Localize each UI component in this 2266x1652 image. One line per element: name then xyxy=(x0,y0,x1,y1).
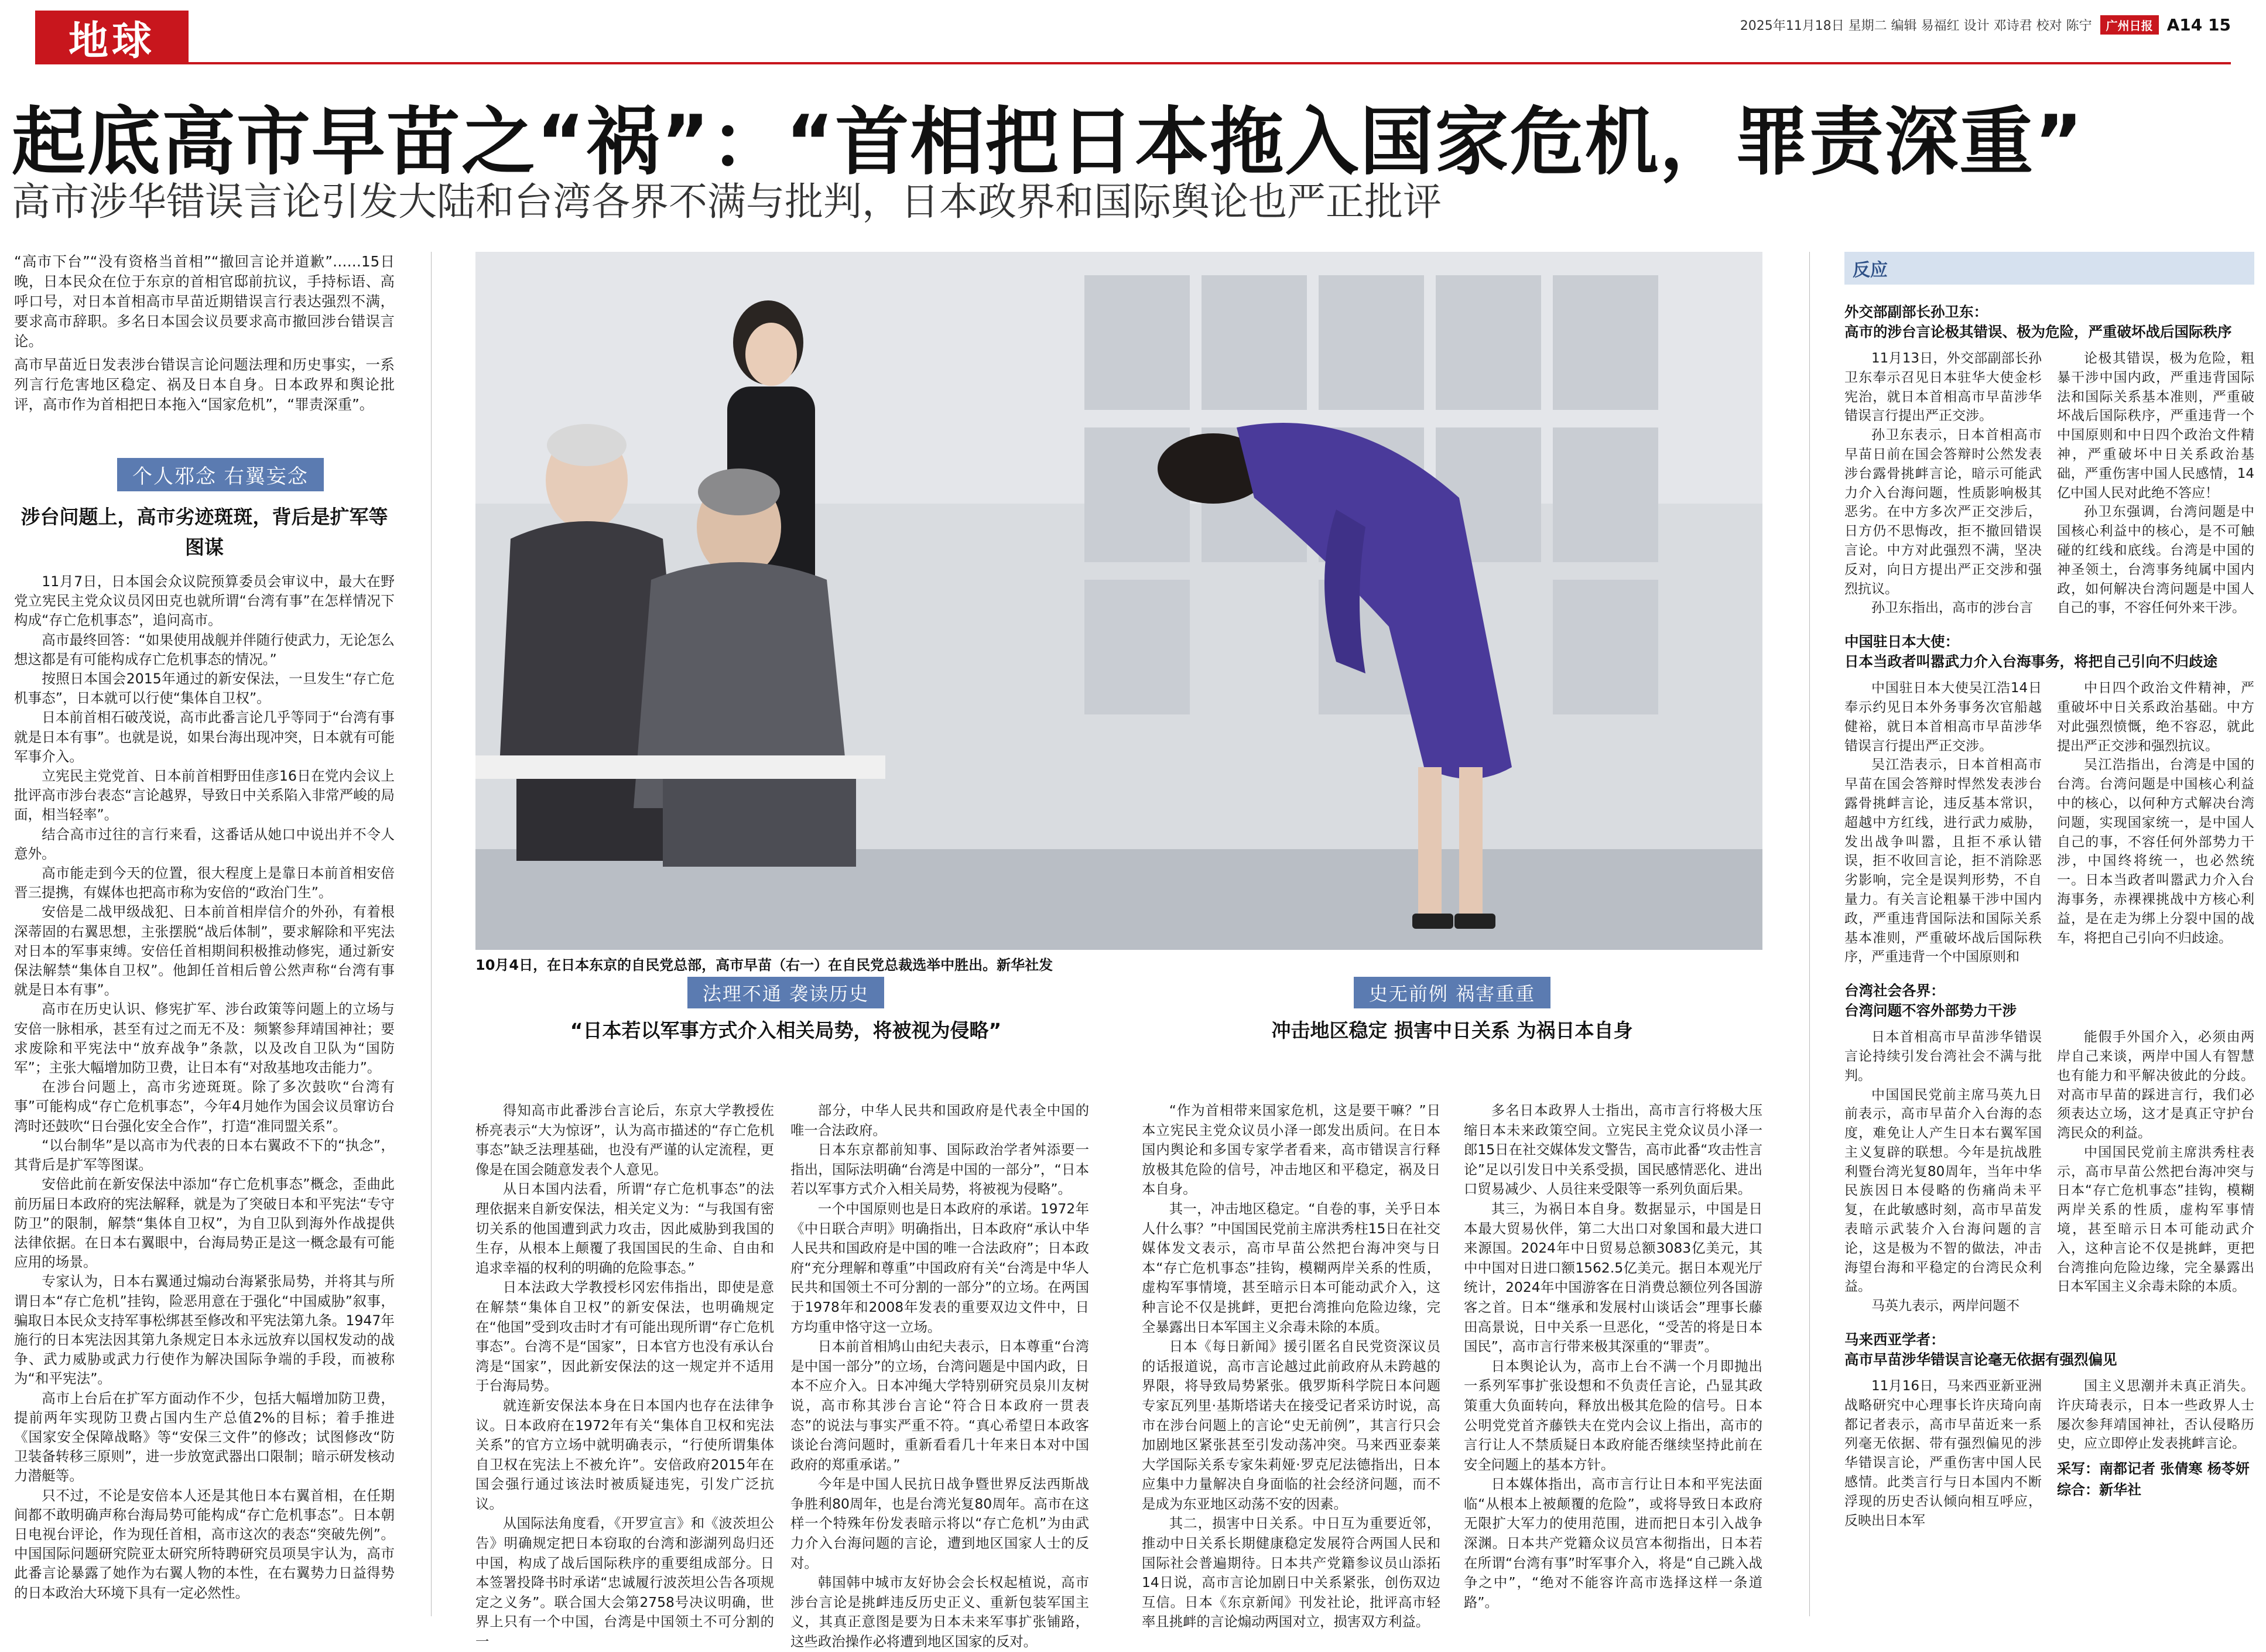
body-paragraph: 吴江浩指出，台湾是中国的台湾。台湾问题是中国核心利益中的核心，以何种方式解决台湾问题，实现国家统一，是中国人自己的事，不容任何外部势力干涉，中国终将统一，也必然统一。日本当政者叫嚣武力介入台海事务，赤裸裸挑战中方核心利益，是在走为绑上分裂中国的战车，将把自己引向不归歧途。 xyxy=(2057,757,2254,946)
reactions-column xyxy=(1844,252,2254,1530)
body-paragraph: 只不过，不论是安倍本人还是其他日本右翼首相，在任期间都不敢明确声称台海局势可能构成“存亡危机事态”。日本朝日电视台评论，作为现任首相，高市这次的表态“突破先例”。中国国际问题研究院亚太研究所特聘研究员项昊宇认为，高市此番言论暴露了她作为右翼人物的本性，在右翼势力日益得势的日本政治大环境下具有一定必然性。 xyxy=(14,1487,395,1601)
reaction-col xyxy=(2057,349,2254,618)
reaction-body xyxy=(1844,1028,2254,1316)
body-paragraph: 就连新安保法本身在日本国内也存在法律争议。日本政府在1972年有关“集体自卫权和宪法关系”的官方立场中就明确表示，“行使所谓集体自卫权在宪法上不被允许”。安倍政府2015年在国会强行通过该法时被质疑违宪，引发广泛抗议。 xyxy=(475,1397,774,1512)
lead-paragraphs xyxy=(14,252,395,415)
section-rule xyxy=(189,62,2231,64)
reaction-headline: 日本当政者叫嚣武力介入台海事务，将把自己引向不归歧途 xyxy=(1844,653,2217,671)
body-paragraph: 中国国民党前主席马英九日前表示，高市早苗介入台海的态度，难免让人产生日本右翼军国主义复辟的联想。今年是抗战胜利暨台湾光复80周年，当年中华民族因日本侵略的伤痛尚未平复，在此敏感时刻，高市早苗发表暗示武装介入台海问题的言论，这是极为不智的做法，冲击海望台海和平稳定的台湾民众利益。 xyxy=(1844,1087,2042,1295)
body-paragraph: 日本《每日新闻》援引匿名自民党资深议员的话报道说，高市言论越过此前政府从未跨越的界限，将导致局势紧张。俄罗斯科学院日本问题专家瓦列里·基斯塔诺夫在接受记者采访时说，高市在涉台问题上的言论“史无前例”，其言行只会加剧地区紧张甚至引发动荡冲突。马来西亚泰莱大学国际关系专家朱莉娅·罗克尼法德指出，日本应集中力量解决自身面临的社会经济问题，而不是成为东亚地区动荡不安的因素。 xyxy=(1142,1338,1440,1512)
reaction-headline: 台湾问题不容外部势力干涉 xyxy=(1844,1002,2017,1020)
reaction-title xyxy=(1844,1330,2254,1370)
page-number: A14 15 xyxy=(2166,15,2231,35)
body-paragraph: 得知高市此番涉台言论后，东京大学教授佐桥亮表示“大为惊讶”，认为高市描述的“存亡危机事态”缺乏法理基础，也没有严谨的认定流程，更像是在国会随意发表个人意见。 xyxy=(475,1102,774,1178)
reaction-body xyxy=(1844,1377,2254,1530)
sub-headline: 高市涉华错误言论引发大陆和台湾各界不满与批判，日本政界和国际舆论也严正批评 xyxy=(12,179,1442,224)
center-subtitle: “日本若以军事方式介入相关局势，将被视为侵略” xyxy=(570,1019,1002,1042)
body-paragraph: 日本首相高市早苗涉华错误言论持续引发台湾社会不满与批判。 xyxy=(1844,1029,2042,1083)
body-paragraph: 按照日本国会2015年通过的新安保法，一旦发生“存亡危机事态”，日本就可以行使“集体自卫权”。 xyxy=(14,671,395,707)
left-body xyxy=(14,572,395,1603)
body-paragraph: 多名日本政界人士指出，高市言行将极大压缩日本未来政策空间。立宪民主党众议员小泽一郎15日在社交媒体发文警告，高市此番“攻击性言论”足以引发日中关系受损，国民感情恶化、进出口贸易减少、人员往来受限等一系列负面后果。 xyxy=(1464,1102,1762,1198)
body-paragraph: 中国国民党前主席洪秀柱表示，高市早苗公然把台海冲突与日本“存亡危机事态”挂钩，模糊两岸关系的性质，虚构军事情境，甚至暗示日本可能动武介入，这种言论不仅是挑衅，更把台湾推向危险边缘，完全暴露出日本军国主义余毒未除的本质。 xyxy=(2057,1144,2254,1295)
body-paragraph: 一个中国原则也是日本政府的承诺。1972年《中日联合声明》明确指出，日本政府“承认中华人民共和国政府是中国的唯一合法政府”；日本政府“充分理解和尊重”中国政府有关“台湾是中华人民共和国领土不可分割的一部分”的立场。在两国于1978年和2008年发表的重要双边文件中，日方均重申恪守这一立场。 xyxy=(790,1200,1089,1335)
right-center-col-2 xyxy=(1464,1101,1762,1612)
main-headline: 起底高市早苗之“祸”：“首相把日本拖入国家危机，罪责深重” xyxy=(12,99,2084,185)
reaction-col xyxy=(1844,1028,2042,1316)
body-paragraph: 韩国韩中城市友好协会会长权起植说，高市涉台言论是挑衅违反历史正义、重新包装军国主义，其真正意图是要为日本未来军事扩张铺路，这些政治操作必将遭到地区国家的反对。 xyxy=(790,1574,1089,1650)
body-paragraph: 国主义思潮并未真正消失。许庆琦表示，日本一些政界人士屡次参拜靖国神社，否认侵略历史，应立即停止发表挑衅言论。 xyxy=(2057,1379,2254,1452)
reaction-item xyxy=(1844,981,2254,1316)
lead-paragraph: 高市早苗近日发表涉台错误言论问题法理和历史事实，一系列言行危害地区稳定、祸及日本自身。日本政界和舆论批评，高市作为首相把日本拖入“国家危机”，“罪责深重”。 xyxy=(14,356,395,413)
reaction-item xyxy=(1844,1330,2254,1530)
body-paragraph: 日本前首相鸠山由纪夫表示，日本尊重“台湾是中国一部分”的立场，台湾问题是中国内政，日本不应介入。日本冲绳大学特别研究员泉川友树说，高市称其涉台言论“符合日本政府一贯表态”的说法与事实严重不符。“真心希望日本政客谈论台湾问题时，重新看看几十年来日本对中国政府的郑重承诺。” xyxy=(790,1338,1089,1473)
column-divider xyxy=(1809,252,1810,1616)
body-paragraph: 日本法政大学教授杉冈宏伟指出，即使是意在解禁“集体自卫权”的新安保法，也明确规定在“他国”受到攻击时才有可能出现所谓“存亡危机事态”。台湾不是“国家”，日本官方也没有承认台湾是“国家”，因此新安保法的这一规定并不适用于台海局势。 xyxy=(475,1279,774,1394)
reaction-title xyxy=(1844,302,2254,342)
reaction-body xyxy=(1844,679,2254,967)
reaction-speaker: 中国驻日本大使： xyxy=(1844,633,1959,651)
body-paragraph: 高市最终回答：“如果使用战舰并伴随行使武力，无论怎么想这都是有可能构成存亡危机事态的情况。” xyxy=(14,631,395,668)
center-col-2 xyxy=(790,1101,1089,1652)
reaction-title xyxy=(1844,981,2254,1021)
reaction-col xyxy=(1844,349,2042,618)
reaction-speaker: 马来西亚学者： xyxy=(1844,1331,1945,1349)
body-paragraph: 在涉台问题上，高市劣迹斑斑。除了多次鼓吹“台湾有事”可能构成“存亡危机事态”，今年4月她作为国会议员窜访台湾时还鼓吹“日台强化安全合作”，打造“准同盟关系”。 xyxy=(14,1079,395,1134)
left-column xyxy=(14,252,395,1603)
photo-illustration xyxy=(475,252,1762,950)
newspaper-logo: 广州日报 xyxy=(2100,15,2159,35)
body-paragraph: 马英九表示，两岸问题不 xyxy=(1871,1298,2019,1314)
body-paragraph: 日本东京都前知事、国际政治学者舛添要一指出，国际法明确“台湾是中国的一部分”，“日本若以军事方式介入相关局势，将被视为侵略”。 xyxy=(790,1141,1089,1198)
body-paragraph: 孙卫东强调，台湾问题是中国核心利益中的核心，是不可触碰的红线和底线。台湾是中国的神圣领土，台湾事务纯属中国内政，如何解决台湾问题是中国人自己的事，不容任何外来干涉。 xyxy=(2057,504,2254,616)
reaction-body xyxy=(1844,349,2254,618)
body-paragraph: 论极其错误，极为危险，粗暴干涉中国内政，严重违背国际法和国际关系基本准则，严重破坏战后国际秩序，严重违背一个中国原则和中日四个政治文件精神，严重破坏中日关系政治基础，严重伤害中国人民感情，14亿中国人民对此绝不答应！ xyxy=(2057,351,2254,501)
left-kicker: 个人邪念 右翼妄念 xyxy=(117,458,324,491)
reaction-col xyxy=(2057,1377,2254,1530)
body-paragraph: 吴江浩表示，日本首相高市早苗在国会答辩时悍然发表涉台露骨挑衅言论，违反基本常识，超越中方红线，进行武力威胁，发出战争叫嚣，且拒不承认错误，拒不收回言论，拒不消除恶劣影响，完全是误判形势，不自量力。有关言论粗暴干涉中国内政，严重违背国际法和国际关系基本准则，严重破坏战后国际秩序，严重违背一个中国原则和 xyxy=(1844,757,2042,965)
body-paragraph: 其三，为祸日本自身。数据显示，中国是日本最大贸易伙伴，第二大出口对象国和最大进口来源国。2024年中日贸易总额3083亿美元，其中中国对日进口额1562.5亿美元。据日本观光厅统计，2024年中国游客在日消费总额位列各国游客之首。日本“继承和发展村山谈话会”理事长藤田高景说，日中关系一旦恶化，“受苦的将是日本国民”，高市言行带来极其深重的“罪责”。 xyxy=(1464,1200,1762,1355)
section-tag: 地球 xyxy=(35,11,189,64)
right-center-kicker: 史无前例 祸害重重 xyxy=(1354,977,1550,1008)
photo-caption: 10月4日，在日本东京的自民党总部，高市早苗（右一）在自民党总裁选举中胜出。新华社发 xyxy=(475,957,1053,973)
body-paragraph: 孙卫东指出，高市的涉台言 xyxy=(1871,600,2033,616)
body-paragraph: 日本舆论认为，高市上台不满一个月即抛出一系列军事扩张设想和不负责任言论，凸显其政策重大负面转向，释放出极其危险的信号。日本公明党党首齐藤铁夫在党内会议上指出，高市的言行让人不禁质疑日本政府能否继续坚持此前在安全问题上的基本方针。 xyxy=(1464,1357,1762,1473)
body-paragraph: 安倍此前在新安保法中添加“存亡危机事态”概念，歪曲此前历届日本政府的宪法解释，就是为了突破日本和平宪法“专守防卫”的限制，解禁“集体自卫权”，为自卫队到海外作战提供法律依据。在日本右翼眼中，台海局势正是这一概念最有可能应用的场景。 xyxy=(14,1176,395,1271)
body-paragraph: 高市能走到今天的位置，很大程度上是靠日本前首相安倍晋三提携，有媒体也把高市称为安倍的“政治门生”。 xyxy=(14,865,395,901)
body-paragraph: 高市上台后在扩军方面动作不少，包括大幅增加防卫费，提前两年实现防卫费占国内生产总值2%的目标；着手推进《国家安全保障战略》等“安保三文件”的修改；试图修改“防卫装备转移三原则”，进一步放宽武器出口限制；暗示研发核动力潜艇等。 xyxy=(14,1390,395,1485)
body-paragraph: 部分，中华人民共和国政府是代表全中国的唯一合法政府。 xyxy=(790,1102,1089,1138)
body-paragraph: 其一，冲击地区稳定。“自卷的事，关乎日本人什么事？”中国国民党前主席洪秀柱15日在社交媒体发文表示，高市早苗公然把台海冲突与日本“存亡危机事态”挂钩，模糊两岸关系的性质，虚构军事情境，甚至暗示日本可能动武介入，这种言论不仅是挑衅，更把台湾推向危险边缘，完全暴露出日本军国主义余毒未除的本质。 xyxy=(1142,1200,1440,1335)
body-paragraph: 孙卫东表示，日本首相高市早苗日前在国会答辩时公然发表涉台露骨挑衅言论，暗示可能武力介入台海问题，性质影响极其恶劣。在中方多次严正交涉后，日方仍不思悔改，拒不撤回错误言论。中方对此强烈不满，坚决反对，向日方提出严正交涉和强烈抗议。 xyxy=(1844,427,2042,597)
lead-paragraph: “高市下台”“没有资格当首相”“撤回言论并道歉”……15日晚，日本民众在位于东京的首相官邸前抗议，手持标语、高呼口号，对日本首相高市早苗近期错误言行表达强烈不满，要求高市辞职。多名日本国会议员要求高市撤回涉台错误言论。 xyxy=(14,253,395,350)
body-paragraph: 11月13日，外交部副部长孙卫东奉示召见日本驻华大使金杉宪治，就日本首相高市早苗涉华错误言行提出严正交涉。 xyxy=(1844,351,2042,424)
right-center-col-1 xyxy=(1142,1101,1440,1632)
center-header xyxy=(475,977,1096,1043)
reaction-item xyxy=(1844,302,2254,618)
body-paragraph: 高市在历史认识、修宪扩军、涉台政策等问题上的立场与安倍一脉相承，甚至有过之而无不及：频繁参拜靖国神社；要求废除和平宪法中“放弃战争”条款，以及改自卫队为“国防军”；主张大幅增加防卫费，让日本有“对敌基地攻击能力”。 xyxy=(14,1001,395,1076)
reaction-col xyxy=(2057,679,2254,967)
right-center-header xyxy=(1142,977,1762,1043)
body-paragraph: 11月16日，马来西亚新亚洲战略研究中心理事长许庆琦向南都记者表示，高市早苗近来一系列毫无依据、带有强烈偏见的涉华错误言论，严重伤害中国人民感情。此类言行与日本国内不断浮现的历史否认倾向相互呼应，反映出日本军 xyxy=(1844,1379,2042,1528)
body-paragraph: 日本媒体指出，高市言行让日本和平宪法面临“从根本上被颠覆的危险”，或将导致日本政府无限扩大军力的使用范围，进而把日本引入战争深渊。日本共产党籍众议员宫本彻指出，日本若在所谓“台湾有事”时军事介入，将是“自己跳入战争之中”，“绝对不能容许高市选择这样一条道路”。 xyxy=(1464,1476,1762,1610)
body-paragraph: 专家认为，日本右翼通过煽动台海紧张局势，并将其与所谓日本“存亡危机”挂钩，险恶用意在于强化“中国威胁”叙事，骗取日本民众支持军事松绑甚至修改和平宪法第九条。1947年施行的日本宪法因其第九条规定日本永远放弃以国权发动的战争、武力威胁或武力行使作为解决国际争端的手段，而被称为“和平宪法”。 xyxy=(14,1273,395,1387)
body-paragraph: “以台制华”是以高市为代表的日本右翼政不下的“执念”，其背后是扩军等图谋。 xyxy=(14,1137,395,1174)
credit-line: 综合：新华社 xyxy=(2057,1482,2141,1499)
page-meta xyxy=(1740,15,2231,35)
reaction-headline: 高市早苗涉华错误言论毫无依据有强烈偏见 xyxy=(1844,1351,2117,1369)
reaction-speaker: 台湾社会各界： xyxy=(1844,982,1945,1000)
reaction-col xyxy=(1844,1377,2042,1530)
news-photo xyxy=(475,252,1762,950)
left-subtitle: 涉台问题上，高市劣迹斑斑，背后是扩军等图谋 xyxy=(20,505,388,559)
issue-info: 2025年11月18日 星期二 编辑 易福红 设计 邓诗君 校对 陈宁 xyxy=(1740,19,2092,33)
body-paragraph: 其二，损害中日关系。中日互为重要近邻，推动中日关系长期健康稳定发展符合两国人民和国际社会普遍期待。日本共产党籍参议员山添拓14日说，高市言论加剧日中关系紧张，创伤双边互信。日本《东京新闻》刊发社论，批评高市轻率且挑衅的言论煽动两国对立，损害双方利益。 xyxy=(1142,1515,1440,1630)
body-paragraph: 立宪民主党党首、日本前首相野田佳彦16日在党内会议上批评高市涉台表态“言论越界，导致日中关系陷入非常严峻的局面，相当轻率”。 xyxy=(14,768,395,823)
reaction-col xyxy=(2057,1028,2254,1316)
column-divider xyxy=(431,252,432,1616)
reaction-col xyxy=(1844,679,2042,967)
reactions-header: 反应 xyxy=(1844,252,2254,285)
body-paragraph: 结合高市过往的言行来看，这番话从她口中说出并不令人意外。 xyxy=(14,826,395,862)
body-paragraph: 从国际法角度看，《开罗宣言》和《波茨坦公告》明确规定把日本窃取的台湾和澎湖列岛归还中国，构成了战后国际秩序的重要组成部分。日本签署投降书时承诺“忠诚履行波茨坦公告各项规定之义务”。联合国大会第2758号决议明确，世界上只有一个中国，台湾是中国领土不可分割的一 xyxy=(475,1515,774,1650)
body-paragraph: 安倍是二战甲级战犯、日本前首相岸信介的外孙，有着根深蒂固的右翼思想，主张摆脱“战后体制”，要求解除和平宪法对日本的军事束缚。安倍任首相期间积极推动修宪，通过新安保法解禁“集体自卫权”。他卸任首相后曾公然声称“台湾有事就是日本有事”。 xyxy=(14,904,395,998)
credits xyxy=(2057,1458,2254,1500)
body-paragraph: 从日本国内法看，所谓“存亡危机事态”的法理依据来自新安保法，相关定义为：“与我国有密切关系的他国遭到武力攻击，因此威胁到我国的生存，从根本上颠覆了我国国民的生命、自由和追求幸福的权利的明确的危险事态。” xyxy=(475,1181,774,1276)
reaction-headline: 高市的涉台言论极其错误、极为危险，严重破坏战后国际秩序 xyxy=(1844,323,2232,340)
reaction-item xyxy=(1844,632,2254,967)
body-paragraph: 中国驻日本大使吴江浩14日奉示约见日本外务事务次官船越健裕，就日本首相高市早苗涉华错误言行提出严正交涉。 xyxy=(1844,680,2042,754)
reaction-speaker: 外交部副部长孙卫东： xyxy=(1844,303,1988,320)
right-center-subtitle: 冲击地区稳定 损害中日关系 为祸日本自身 xyxy=(1271,1019,1633,1042)
body-paragraph: 能假手外国介入，必须由两岸自己来谈，两岸中国人有智慧也有能力和平解决彼此的分歧。对高市早苗的踩进言行，我们必须表达立场，这才是真正守护台湾民众的利益。 xyxy=(2057,1029,2254,1141)
body-paragraph: 11月7日，日本国会众议院预算委员会审议中，最大在野党立宪民主党众议员冈田克也就所谓“台湾有事”在怎样情况下构成“存亡危机事态”，追问高市。 xyxy=(14,573,395,629)
center-col-1 xyxy=(475,1101,774,1652)
credit-line: 采写：南都记者 张倩寒 杨苓妍 xyxy=(2057,1461,2250,1477)
body-paragraph: “作为首相带来国家危机，这是要干嘛？”日本立宪民主党众议员小泽一郎发出质问。在日本国内舆论和多国专家学者看来，高市错误言行释放极其危险的信号，冲击地区和平稳定，祸及日本自身。 xyxy=(1142,1102,1440,1198)
center-kicker: 法理不通 袭读历史 xyxy=(687,977,884,1008)
body-paragraph: 中日四个政治文件精神，严重破坏中日关系政治基础。中方对此强烈愤慨，绝不容忍，就此提出严正交涉和强烈抗议。 xyxy=(2057,680,2254,754)
body-paragraph: 今年是中国人民抗日战争暨世界反法西斯战争胜利80周年，也是台湾光复80周年。高市在这样一个特殊年份发表暗示将以“存亡危机”为由武力介入台海问题的言论，遭到地区国家人士的反对。 xyxy=(790,1476,1089,1571)
reaction-title xyxy=(1844,632,2254,672)
body-paragraph: 日本前首相石破茂说，高市此番言论几乎等同于“台湾有事就是日本有事”。也就是说，如果台海出现冲突，日本就有可能军事介入。 xyxy=(14,709,395,765)
